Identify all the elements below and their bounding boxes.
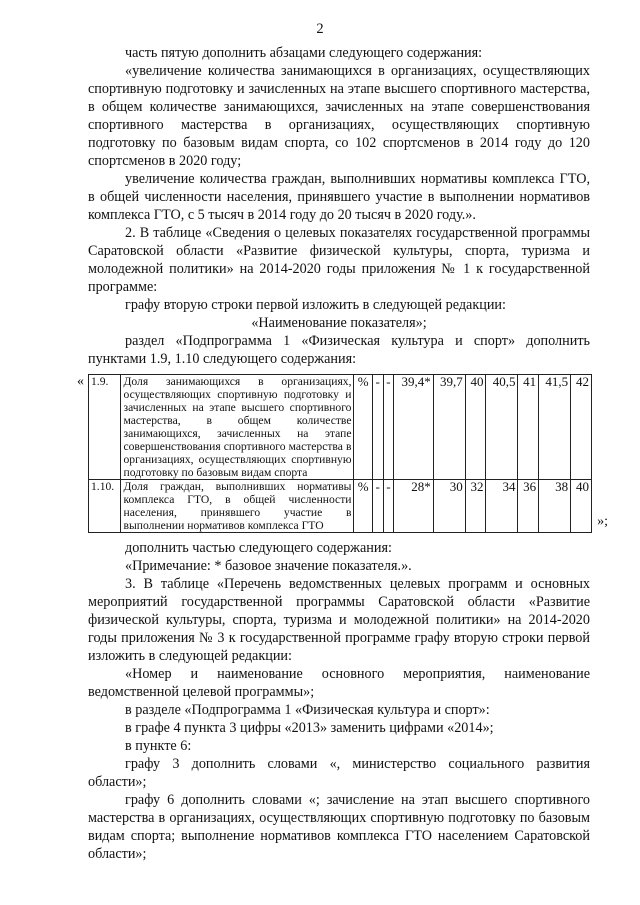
table-close-quote: »; <box>597 514 608 529</box>
paragraph: в графе 4 пункта 3 цифры «2013» заменить цифрами «2014»; <box>125 720 494 736</box>
paragraph: раздел «Подпрограмма 1 «Физическая культура и спорт» дополнить пунктами 1.9, 1.10 следующего содержания: <box>88 333 590 367</box>
row-value: 30 <box>433 480 465 533</box>
paragraph: 2. В таблице «Сведения о целевых показателях государственной программы Саратовской области «Развитие физической культуры, спорта, туризма и молодежной политики» на 2014-2020 годы приложения № 1 к государственной программе: <box>88 225 590 295</box>
paragraph: в пункте 6: <box>125 738 192 754</box>
centered-line: «Наименование показателя»; <box>251 315 427 331</box>
paragraph: увеличение количества граждан, выполнивших нормативы комплекса ГТО, в общей численности населения, принявшего участие в выполнении нормативов комплекса ГТО, с 5 тысяч в 2014 году до 20 тысяч в 2020 году.». <box>88 171 590 223</box>
paragraph: в разделе «Подпрограмма 1 «Физическая культура и спорт»: <box>125 702 490 718</box>
row-value: 40,5 <box>486 375 518 480</box>
row-value: 38 <box>539 480 571 533</box>
row-value: - <box>372 480 383 533</box>
row-value: 41 <box>518 375 539 480</box>
paragraph: графу 6 дополнить словами «; зачисление на этап высшего спортивного мастерства в организациях, осуществляющих спортивную подготовку по базовым видам спорта; выполнение нормативов комплекса ГТО населением Саратовской области»; <box>88 792 590 862</box>
row-value: 36 <box>518 480 539 533</box>
row-value: 39,4* <box>394 375 433 480</box>
row-value: 39,7 <box>433 375 465 480</box>
table-row <box>89 480 592 533</box>
row-value: 40 <box>571 480 592 533</box>
paragraph: часть пятую дополнить абзацами следующего содержания: <box>125 45 483 61</box>
page-number: 2 <box>316 21 324 37</box>
row-unit: % <box>354 480 372 533</box>
paragraph: «Примечание: * базовое значение показателя.». <box>125 558 412 574</box>
paragraph: графу 3 дополнить словами «, министерство социального развития области»; <box>88 756 590 790</box>
paragraph: графу вторую строки первой изложить в следующей редакции: <box>125 297 506 313</box>
row-value: 42 <box>571 375 592 480</box>
indicator-table-wrap <box>77 374 608 533</box>
row-value: - <box>383 375 394 480</box>
row-value: - <box>383 480 394 533</box>
row-description: Доля занимающихся в организациях, осуществляющих спортивную подготовку и зачисленных на этапе высшего спортивного мастерства, в общем количестве занимающихся, зачисленных на этапе совершенствования спортивного мастерства в организациях, осуществляющих спортивную подготовку по базовым видам спорта <box>121 375 354 480</box>
row-description: Доля граждан, выполнивших нормативы комплекса ГТО, в общей численности населения, принявшего участие в выполнении нормативов комплекса ГТО <box>121 480 354 533</box>
row-value: 28* <box>394 480 433 533</box>
row-value: 41,5 <box>539 375 571 480</box>
row-value: 32 <box>465 480 486 533</box>
table-open-quote: « <box>77 374 84 389</box>
row-number: 1.10. <box>89 480 121 533</box>
paragraph: 3. В таблице «Перечень ведомственных целевых программ и основных мероприятий государственной программы Саратовской области «Развитие физической культуры, спорта, туризма и молодежной политики» на 2014-2020 годы приложения № 3 к государственной программе графу вторую строки первой изложить в следующей редакции: <box>88 576 590 664</box>
paragraph: «Номер и наименование основного мероприятия, наименование ведомственной целевой программы»; <box>88 666 590 700</box>
row-value: - <box>372 375 383 480</box>
table-row <box>89 375 592 480</box>
indicator-table <box>88 374 592 533</box>
document-body <box>77 44 608 863</box>
paragraph: «увеличение количества занимающихся в организациях, осуществляющих спортивную подготовку и зачисленных на этапе высшего спортивного мастерства, в общем количестве занимающихся, зачисленных на этапе совершенствования спортивного мастерства в организациях, осуществляющих спортивную подготовку по базовым видам спорта, со 102 спортсменов в 2014 году до 120 спортсменов в 2020 году; <box>88 63 590 169</box>
row-value: 40 <box>465 375 486 480</box>
row-unit: % <box>354 375 372 480</box>
row-number: 1.9. <box>89 375 121 480</box>
row-value: 34 <box>486 480 518 533</box>
paragraph: дополнить частью следующего содержания: <box>125 540 392 556</box>
